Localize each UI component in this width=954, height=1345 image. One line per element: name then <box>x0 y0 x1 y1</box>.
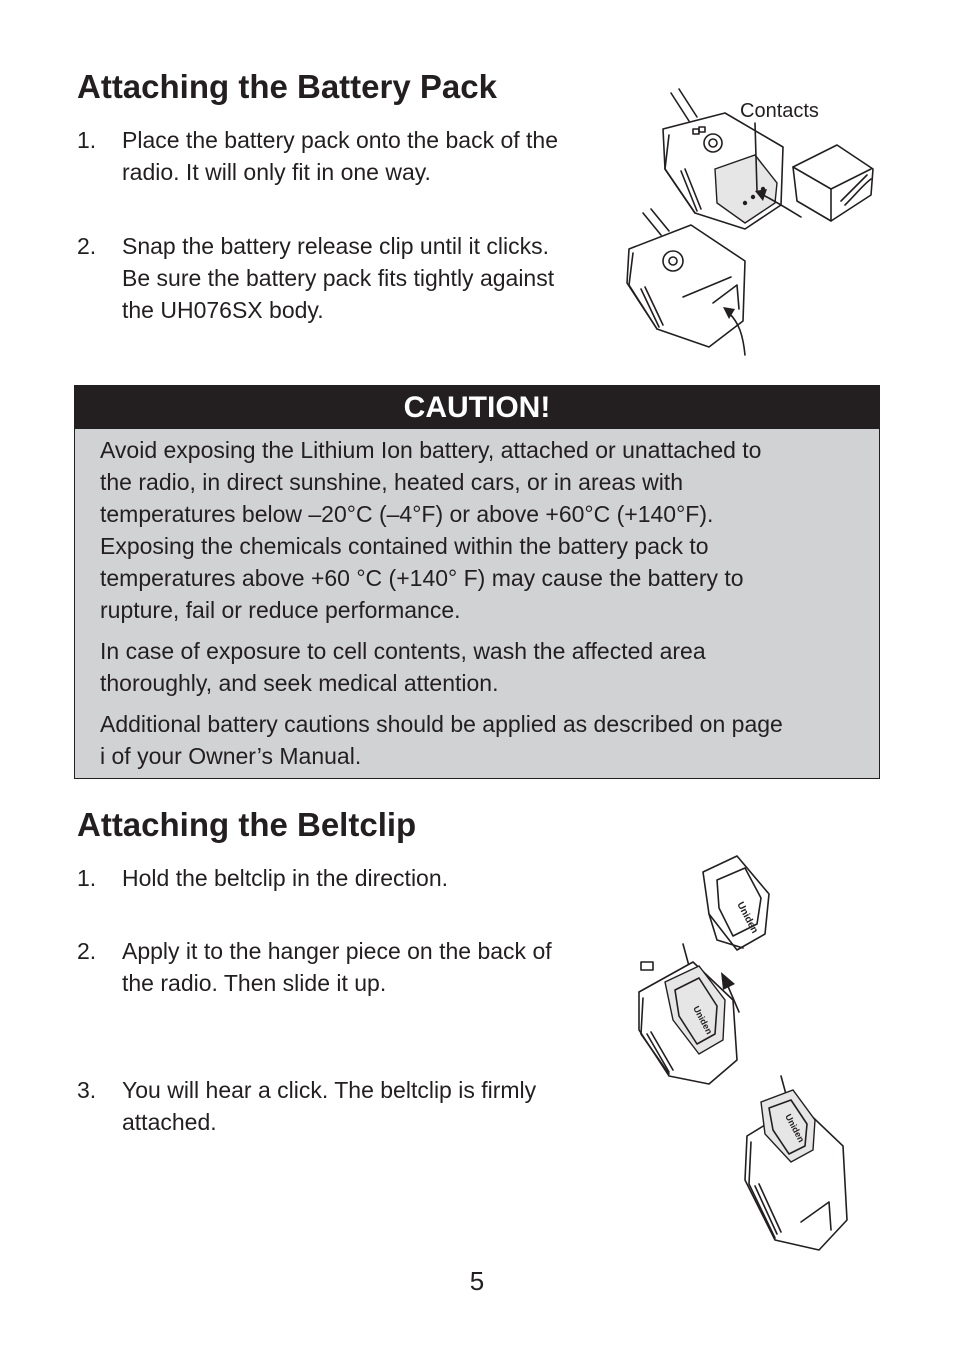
step-line: You will hear a click. The beltclip is firmly <box>122 1077 537 1103</box>
caution-paragraph-1 <box>100 434 875 626</box>
radio-closed-drawing <box>627 209 745 347</box>
beltclip-illustration <box>625 850 865 1258</box>
battery-pack-illustration <box>605 85 895 360</box>
caution-line: i of your Owner’s Manual. <box>100 743 362 769</box>
radio-clip-sliding-drawing <box>639 944 737 1084</box>
battery-section-title: Attaching the Battery Pack <box>77 68 497 105</box>
step-line: Hold the beltclip in the direction. <box>122 865 449 891</box>
caution-line: the radio, in direct sunshine, heated cars, or in areas with <box>100 469 683 495</box>
caution-box <box>74 385 880 779</box>
caution-line: In case of exposure to cell contents, wash the affected area <box>100 638 706 664</box>
step-line: attached. <box>122 1109 217 1135</box>
battery-pack-drawing <box>793 145 873 221</box>
caution-line: temperatures below –20°C (–4°F) or above +60°C (+140°F). <box>100 501 714 527</box>
radio-clip-attached-drawing <box>745 1076 847 1250</box>
beltclip-step-3 <box>77 1074 637 1144</box>
page-number: 5 <box>469 1266 485 1296</box>
battery-step-1 <box>77 124 637 194</box>
caution-line: rupture, fail or reduce performance. <box>100 597 461 623</box>
step-line: Snap the battery release clip until it clicks. <box>122 233 549 259</box>
step-line: radio. It will only fit in one way. <box>122 159 431 185</box>
clip-brand-logo: Uniden <box>734 900 760 936</box>
clip-brand-logo: Uniden <box>783 1112 807 1144</box>
beltclip-drawing <box>703 856 769 950</box>
step-line: Be sure the battery pack fits tightly against <box>122 265 555 291</box>
contacts-label: Contacts <box>740 100 819 122</box>
caution-line: thoroughly, and seek medical attention. <box>100 670 499 696</box>
step-line: the radio. Then slide it up. <box>122 970 387 996</box>
step-line: Place the battery pack onto the back of the <box>122 127 559 153</box>
step-number: 1. <box>77 127 97 153</box>
beltclip-step-1 <box>77 862 637 898</box>
beltclip-step-2 <box>77 935 637 1005</box>
caution-line: Avoid exposing the Lithium Ion battery, attached or unattached to <box>100 437 762 463</box>
caution-paragraph-2 <box>100 635 875 699</box>
step-line: the UH076SX body. <box>122 297 324 323</box>
battery-step-2 <box>77 230 637 330</box>
step-number: 1. <box>77 865 97 891</box>
beltclip-section-title: Attaching the Beltclip <box>77 806 417 843</box>
clip-brand-logo: Uniden <box>691 1004 715 1036</box>
caution-line: temperatures above +60 °C (+140° F) may cause the battery to <box>100 565 744 591</box>
caution-paragraph-3 <box>100 708 875 772</box>
step-number: 3. <box>77 1077 97 1103</box>
caution-title: CAUTION! <box>75 386 879 429</box>
caution-line: Additional battery cautions should be applied as described on page <box>100 711 783 737</box>
step-number: 2. <box>77 233 97 259</box>
step-number: 2. <box>77 938 97 964</box>
caution-line: Exposing the chemicals contained within the battery pack to <box>100 533 709 559</box>
step-line: Apply it to the hanger piece on the back of <box>122 938 552 964</box>
